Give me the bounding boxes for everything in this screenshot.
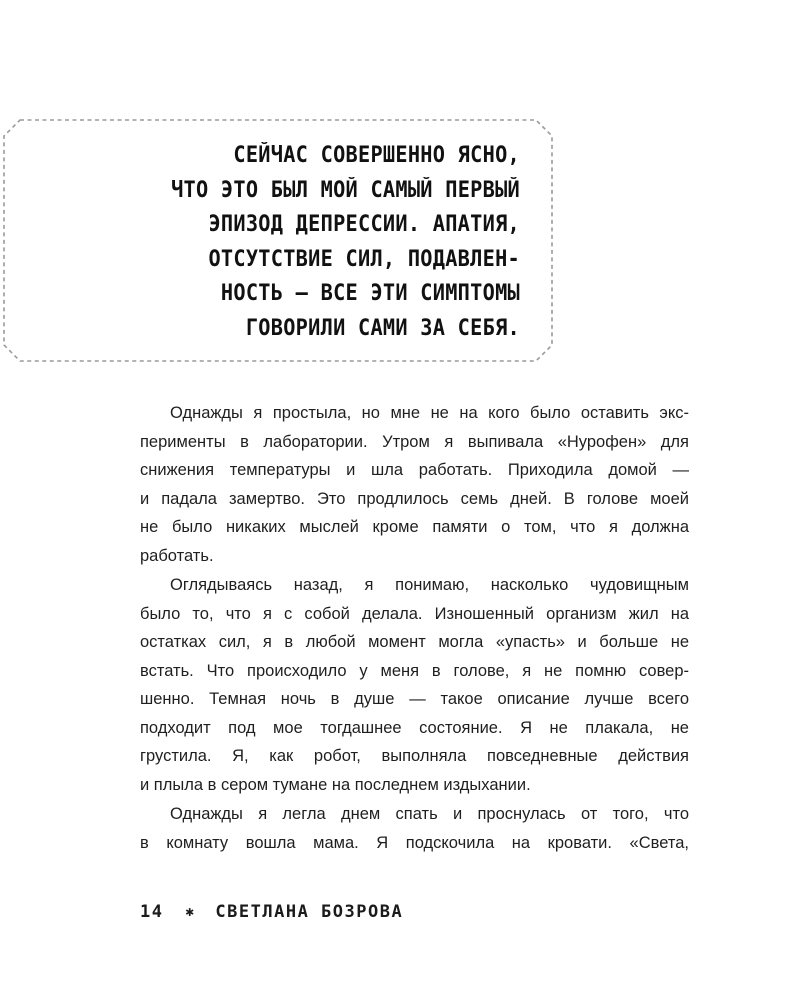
quote-line: ЭПИЗОД ДЕПРЕССИИ. АПАТИЯ, [208,212,520,237]
quote-line: ЧТО ЭТО БЫЛ МОЙ САМЫЙ ПЕРВЫЙ [171,177,520,203]
text-line: остатках сил, я в любой момент могла «упасть» и больше не [140,633,689,651]
text-line: шенно. Темная ночь в душе — такое описание лучше всего [140,690,689,708]
quote-line: СЕЙЧАС СОВЕРШЕННО ЯСНО, [233,143,520,168]
paragraph-3 [140,800,689,857]
text-line: не было никаких мыслей кроме памяти о том, что я должна [140,518,689,536]
text-line: снижения температуры и шла работать. Приходила домой — [140,461,689,479]
text-line: в комнату вошла мама. Я подскочила на кровати. «Света, [140,833,689,852]
text-line: Оглядываясь назад, я понимаю, насколько чудовищным [170,576,689,594]
paragraph-2 [140,571,689,799]
text-line: Однажды я простыла, но мне не на кого было оставить экс- [170,404,689,422]
page-number: 14 [140,902,164,922]
text-line: Однажды я легла днем спать и проснулась от того, что [170,805,689,823]
paragraph-1 [140,399,689,570]
body-text [140,399,689,858]
text-line: работать. [140,546,214,565]
author-name: СВЕТЛАНА БОЗРОВА [215,902,404,922]
quote-line: ГОВОРИЛИ САМИ ЗА СЕБЯ. [245,315,520,341]
running-footer [140,899,403,925]
text-line: было то, что я с собой делала. Изношенный организм жил на [140,604,689,623]
text-line: и падала замертво. Это продлилось семь дней. В голове моей [140,489,689,508]
text-line: встать. Что происходило у меня в голове, я не помню совер- [140,661,689,680]
pull-quote [120,139,520,346]
text-line: грустила. Я, как робот, выполняла повседневные действия [140,747,689,765]
asterisk-icon: ✱ [185,904,196,920]
text-line: перименты в лаборатории. Утром я выпивала «Нурофен» для [140,432,689,451]
text-line: подходит под мое тогдашнее состояние. Я не плакала, не [140,718,689,737]
text-line: и плыла в сером тумане на последнем издыхании. [140,775,531,794]
quote-line: НОСТЬ — ВСЕ ЭТИ СИМПТОМЫ [220,281,520,306]
quote-line: ОТСУТСТВИЕ СИЛ, ПОДАВЛЕН- [208,246,520,272]
